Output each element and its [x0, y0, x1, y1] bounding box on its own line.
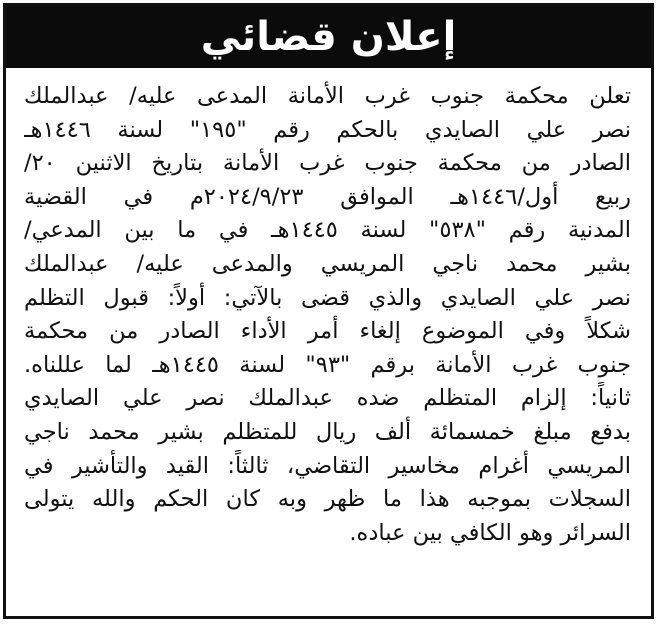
body-line: المدنية رقم "٥٣٨" لسنة ١٤٤٥هـ في ما بين المدعي/	[24, 217, 631, 244]
title-banner	[6, 6, 651, 68]
body-line: السرائر وهو الكافي بين عباده.	[349, 519, 631, 546]
body-line: بدفع مبلغ خمسمائة ألف ريال للمتظلم بشير محمد ناجي	[24, 418, 631, 445]
body-line: ثانياً: إلزام المتظلم ضده عبدالملك نصر علي الصايدي	[24, 385, 631, 412]
body-line: شكلاً وفي الموضوع إلغاء أمر الأداء الصادر من محكمة	[24, 318, 631, 345]
body-line: السجلات بموجبه هذا ما ظهر وبه كان الحكم والله يتولى	[24, 486, 631, 513]
notice-body	[6, 68, 651, 550]
body-line: بشير محمد ناجي المريسي والمدعى عليه/ عبدالملك	[24, 250, 631, 277]
body-line: المريسي أغرام مخاسير التقاضي، ثالثاً: القيد والتأشير في	[24, 452, 631, 479]
judicial-notice	[3, 3, 654, 619]
body-line: نصر علي الصايدي والذي قضى بالآتي: أولاً: قبول التظلم	[24, 284, 631, 311]
body-line: ربيع أول/١٤٤٦هـ الموافق ٢٠٢٤/٩/٢٣م في القضية	[24, 183, 631, 210]
body-line: تعلن محكمة جنوب غرب الأمانة المدعى عليه/ عبدالملك	[24, 83, 631, 109]
body-line: نصر علي الصايدي بالحكم رقم "١٩٥" لسنة ١٤٤٦هـ	[24, 116, 631, 143]
body-line: جنوب غرب الأمانة برقم "٩٣" لسنة ١٤٤٥هـ لما عللناه.	[24, 351, 631, 378]
body-line: الصادر من محكمة جنوب غرب الأمانة بتاريخ الاثنين ٢٠/	[24, 150, 631, 177]
notice-title: إعلان قضائي	[200, 14, 457, 60]
